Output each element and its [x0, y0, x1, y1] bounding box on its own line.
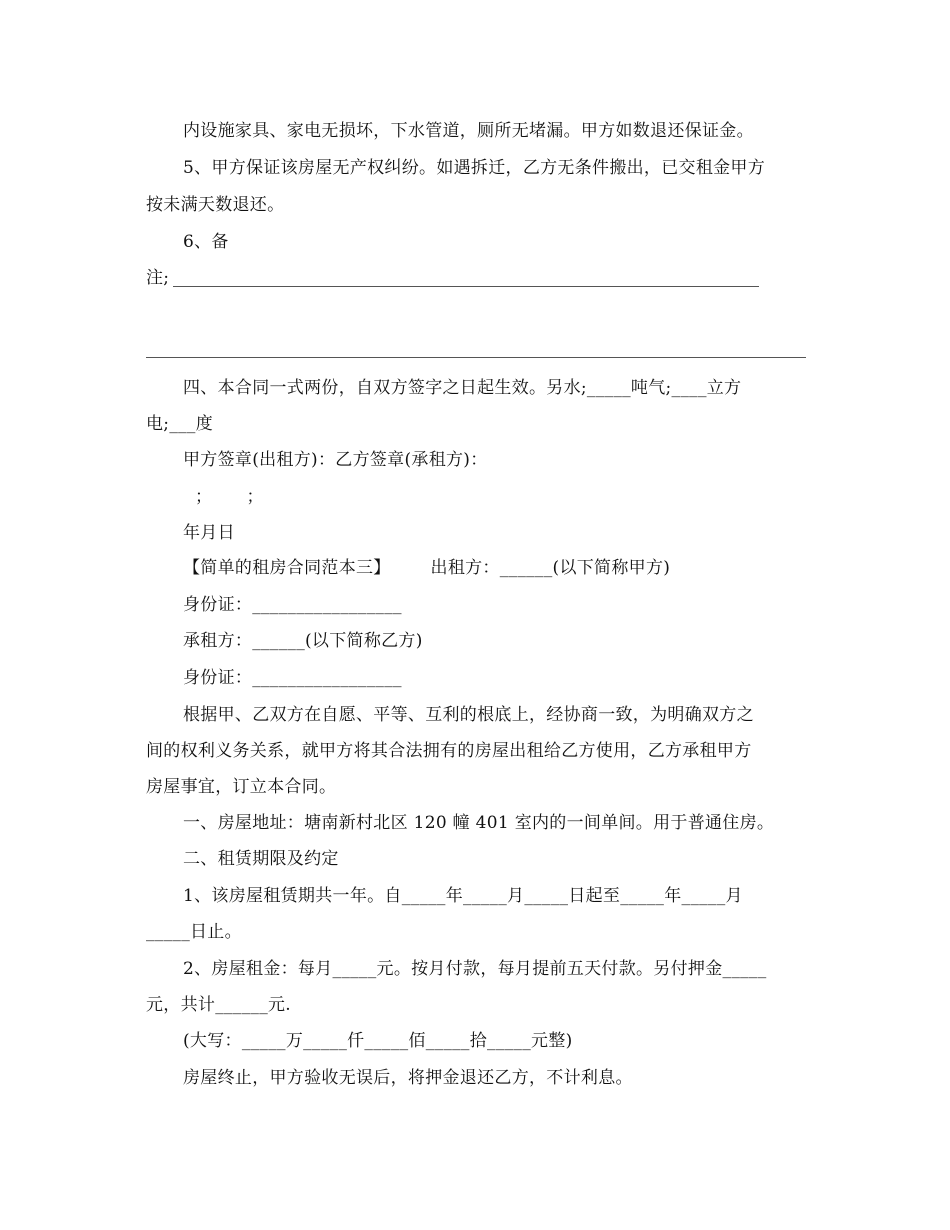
signature-placeholders: ； ；: [195, 487, 264, 507]
text-line: 四、本合同一式两份，自双方签字之日起生效。另水;_____吨气;____立方: [183, 378, 742, 398]
text-line: 一、房屋地址：塘南新村北区 120 幢 401 室内的一间单间。用于普通住房。: [183, 813, 775, 833]
text-line: 5、甲方保证该房屋无产权纠纷。如遇拆迁，乙方无条件搬出，已交租金甲方: [183, 158, 766, 178]
remarks-underline-2: [146, 357, 806, 358]
text-line: 承租方：______(以下简称乙方): [183, 631, 423, 651]
text-line: 身份证：_________________: [183, 668, 402, 688]
text-line: 二、租赁期限及约定: [183, 849, 339, 869]
date-line: 年月日: [183, 523, 235, 543]
text-line: 间的权利义务关系，就甲方将其合法拥有的房屋出租给乙方使用，乙方承租甲方: [146, 741, 752, 761]
section-title-lessor: 【简单的租房合同范本三】 出租方：______(以下简称甲方): [183, 558, 671, 578]
text-line: 按未满天数退还。: [146, 195, 285, 215]
text-line: 2、房屋租金：每月_____元。按月付款，每月提前五天付款。另付押金_____: [183, 959, 767, 979]
text-line: 根据甲、乙双方在自愿、平等、互利的根底上，经协商一致，为明确双方之: [183, 705, 754, 725]
text-line: 电;___度: [146, 414, 214, 434]
text-line: 内设施家具、家电无损坏，下水管道，厕所无堵漏。甲方如数退还保证金。: [183, 121, 754, 141]
text-line: 6、备: [183, 232, 229, 252]
text-line: 身份证：_________________: [183, 595, 402, 615]
text-line: _____日止。: [146, 922, 242, 942]
remarks-underline: [173, 286, 759, 287]
text-line: 房屋事宜，订立本合同。: [146, 777, 337, 797]
text-line: 1、该房屋租赁期共一年。自_____年_____月_____日起至_____年_____月: [183, 886, 743, 906]
text-line: 注;: [146, 268, 170, 288]
text-line: 房屋终止，甲方验收无误后，将押金退还乙方，不计利息。: [183, 1068, 633, 1088]
signature-labels: 甲方签章(出租方)：乙方签章(承租方)：: [183, 450, 488, 470]
text-line: (大写：_____万_____仟_____佰_____拾_____元整): [183, 1031, 573, 1051]
text-line: 元，共计______元.: [146, 995, 292, 1015]
